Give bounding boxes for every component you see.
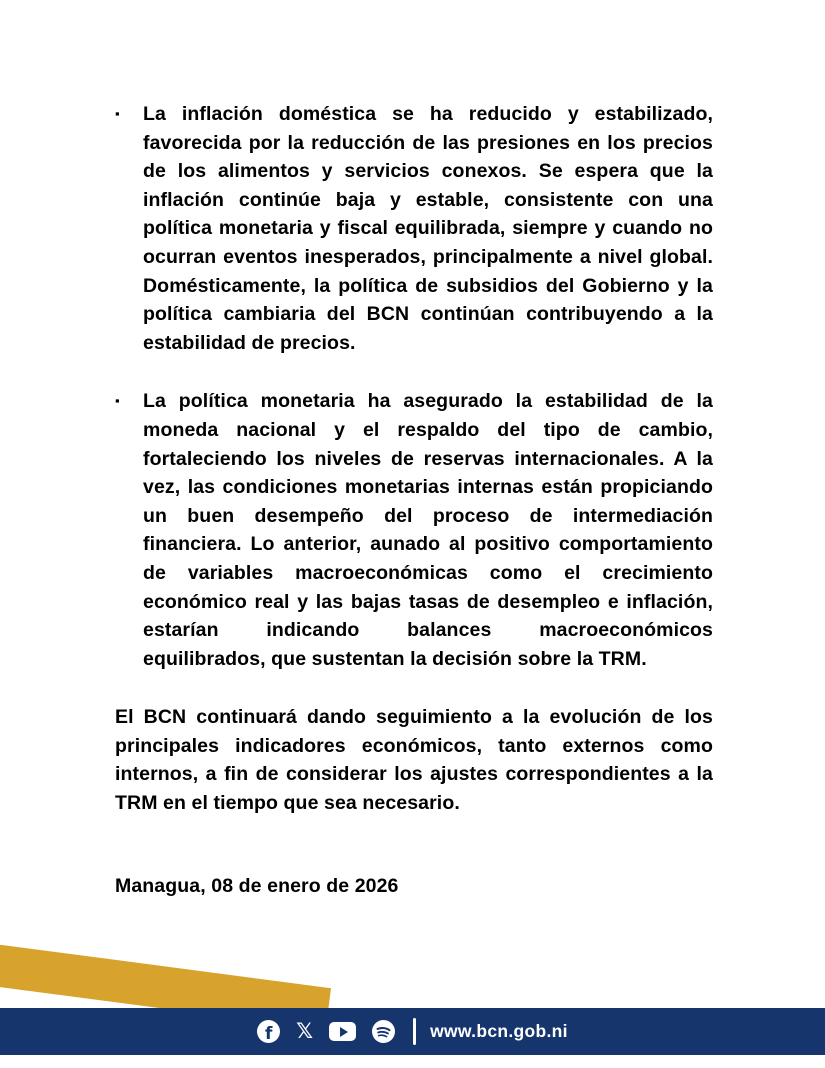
facebook-icon[interactable] <box>257 1020 280 1043</box>
footer-divider <box>413 1018 416 1045</box>
document-body <box>115 100 713 900</box>
dateline: Managua, 08 de enero de 2026 <box>115 874 399 897</box>
bullet-item <box>115 100 713 357</box>
footer-bar <box>0 1008 825 1055</box>
spotify-icon[interactable] <box>372 1020 395 1043</box>
footer-website-link[interactable]: www.bcn.gob.ni <box>430 1021 568 1041</box>
facebook-glyph: f <box>264 1023 273 1043</box>
bullet-marker: ▪ <box>115 106 120 121</box>
x-icon[interactable]: 𝕏 <box>296 1019 314 1043</box>
closing-paragraph: El BCN continuará dando seguimiento a la evolución de los principales indicadores económicos, tanto externos como internos, a fin de considerar los ajustes correspondientes a la TRM en el tiempo que sea necesario. <box>115 706 713 815</box>
paragraph-monetary-policy: La política monetaria ha asegurado la estabilidad de la moneda nacional y el respaldo del tipo de cambio, fortaleciendo los niveles de reservas internacionales. A la vez, las condiciones monetarias internas están propiciando un buen desempeño del proceso de intermediación financiera. Lo anterior, aunado al positivo comportamiento de variables macroeconómicas como el crecimiento económico real y las bajas tasas de desempleo e inflación, estarían indicando balances macroeconómicos equilibrados, que sustentan la decisión sobre la TRM. <box>143 390 713 670</box>
youtube-icon[interactable] <box>329 1022 356 1041</box>
paragraph-domestic-inflation: La inflación doméstica se ha reducido y estabilizado, favorecida por la reducción de las presiones en los precios de los alimentos y servicios conexos. Se espera que la inflación continúe baja y estable, consistente con una política monetaria y fiscal equilibrada, siempre y cuando no ocurran eventos inesperados, principalmente a nivel global. Domésticamente, la política de subsidios del Gobierno y la política cambiaria del BCN continúan contribuyendo a la estabilidad de precios. <box>143 103 713 354</box>
bullet-marker: ▪ <box>115 393 120 409</box>
youtube-play-glyph <box>340 1027 348 1037</box>
bullet-item <box>115 387 713 673</box>
social-icons-row <box>257 1020 395 1043</box>
